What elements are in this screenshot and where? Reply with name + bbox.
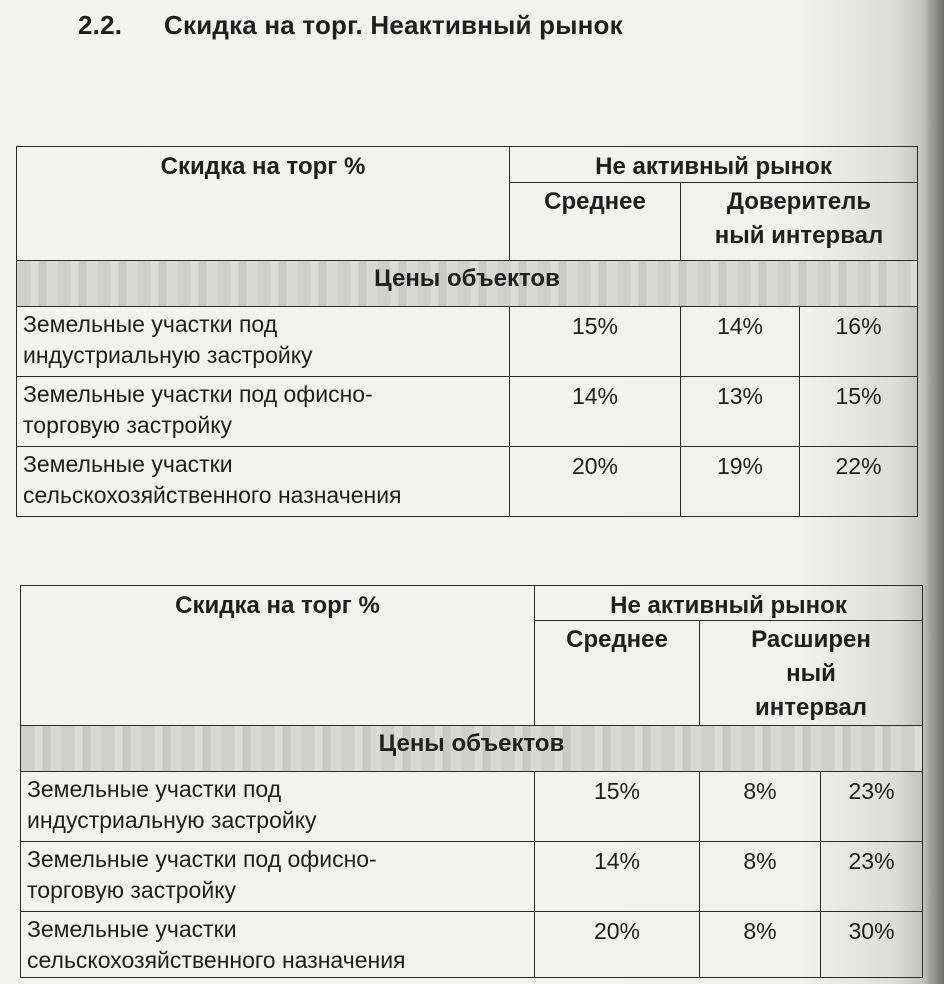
- table-row: [21, 912, 923, 978]
- mean-cell: 14%: [535, 842, 700, 912]
- row-label-line: Земельные участки под офисно-: [23, 381, 373, 407]
- row-label-line: торговую застройку: [23, 412, 233, 438]
- section-header: Цены объектов: [17, 261, 918, 307]
- mean-cell: 15%: [510, 307, 681, 377]
- interval-header-line: Доверитель: [726, 188, 872, 215]
- row-label-line: сельскохозяйственного назначения: [23, 482, 402, 508]
- group-header: Не активный рынок: [535, 586, 923, 621]
- interval-high-cell: 23%: [821, 772, 923, 842]
- row-label: [21, 912, 535, 978]
- row-label: [17, 377, 510, 447]
- interval-column-header: [700, 621, 923, 726]
- row-label-line: индустриальную застройку: [23, 342, 313, 368]
- row-label-line: индустриальную застройку: [27, 807, 317, 833]
- interval-low-cell: 19%: [681, 447, 800, 517]
- mean-cell: 20%: [510, 447, 681, 517]
- table-row: [17, 307, 918, 377]
- table-row: [21, 772, 923, 842]
- table-row: [17, 447, 918, 517]
- interval-high-cell: 16%: [800, 307, 918, 377]
- interval-header-line: ный: [786, 660, 836, 687]
- mean-cell: 14%: [510, 377, 681, 447]
- row-label-line: Земельные участки под: [23, 311, 278, 337]
- row-label: [17, 307, 510, 377]
- row-label: [21, 842, 535, 912]
- interval-low-cell: 8%: [700, 772, 821, 842]
- table-row: [17, 377, 918, 447]
- row-label-line: Земельные участки: [27, 916, 237, 942]
- section-title: Скидка на торг. Неактивный рынок: [164, 10, 623, 40]
- interval-high-cell: 30%: [821, 912, 923, 978]
- interval-low-cell: 8%: [700, 842, 821, 912]
- interval-low-cell: 13%: [681, 377, 800, 447]
- mean-column-header: Среднее: [510, 183, 681, 261]
- mean-cell: 20%: [535, 912, 700, 978]
- interval-header-line: ный интервал: [714, 222, 884, 249]
- row-label-line: Земельные участки: [23, 451, 233, 477]
- row-label-line: торговую застройку: [27, 877, 237, 903]
- interval-header-line: интервал: [754, 694, 868, 721]
- interval-column-header: [681, 183, 918, 261]
- page-edge-shadow: [924, 0, 944, 984]
- corner-header: Скидка на торг %: [21, 586, 535, 726]
- corner-header: Скидка на торг %: [17, 147, 510, 261]
- interval-high-cell: 15%: [800, 377, 918, 447]
- row-label-line: сельскохозяйственного назначения: [27, 947, 406, 973]
- discount-table-confidence: [16, 146, 918, 517]
- interval-high-cell: 23%: [821, 842, 923, 912]
- row-label: [17, 447, 510, 517]
- section-number: 2.2.: [78, 10, 123, 40]
- row-label: [21, 772, 535, 842]
- table-row: [21, 842, 923, 912]
- group-header: Не активный рынок: [510, 147, 918, 183]
- interval-low-cell: 14%: [681, 307, 800, 377]
- section-header: Цены объектов: [21, 726, 923, 772]
- mean-column-header: Среднее: [535, 621, 700, 726]
- interval-header-line: Расширен: [751, 626, 871, 653]
- discount-table-extended: [20, 585, 923, 978]
- mean-cell: 15%: [535, 772, 700, 842]
- interval-high-cell: 22%: [800, 447, 918, 517]
- section-heading: [78, 10, 623, 41]
- row-label-line: Земельные участки под: [27, 776, 282, 802]
- interval-low-cell: 8%: [700, 912, 821, 978]
- row-label-line: Земельные участки под офисно-: [27, 846, 377, 872]
